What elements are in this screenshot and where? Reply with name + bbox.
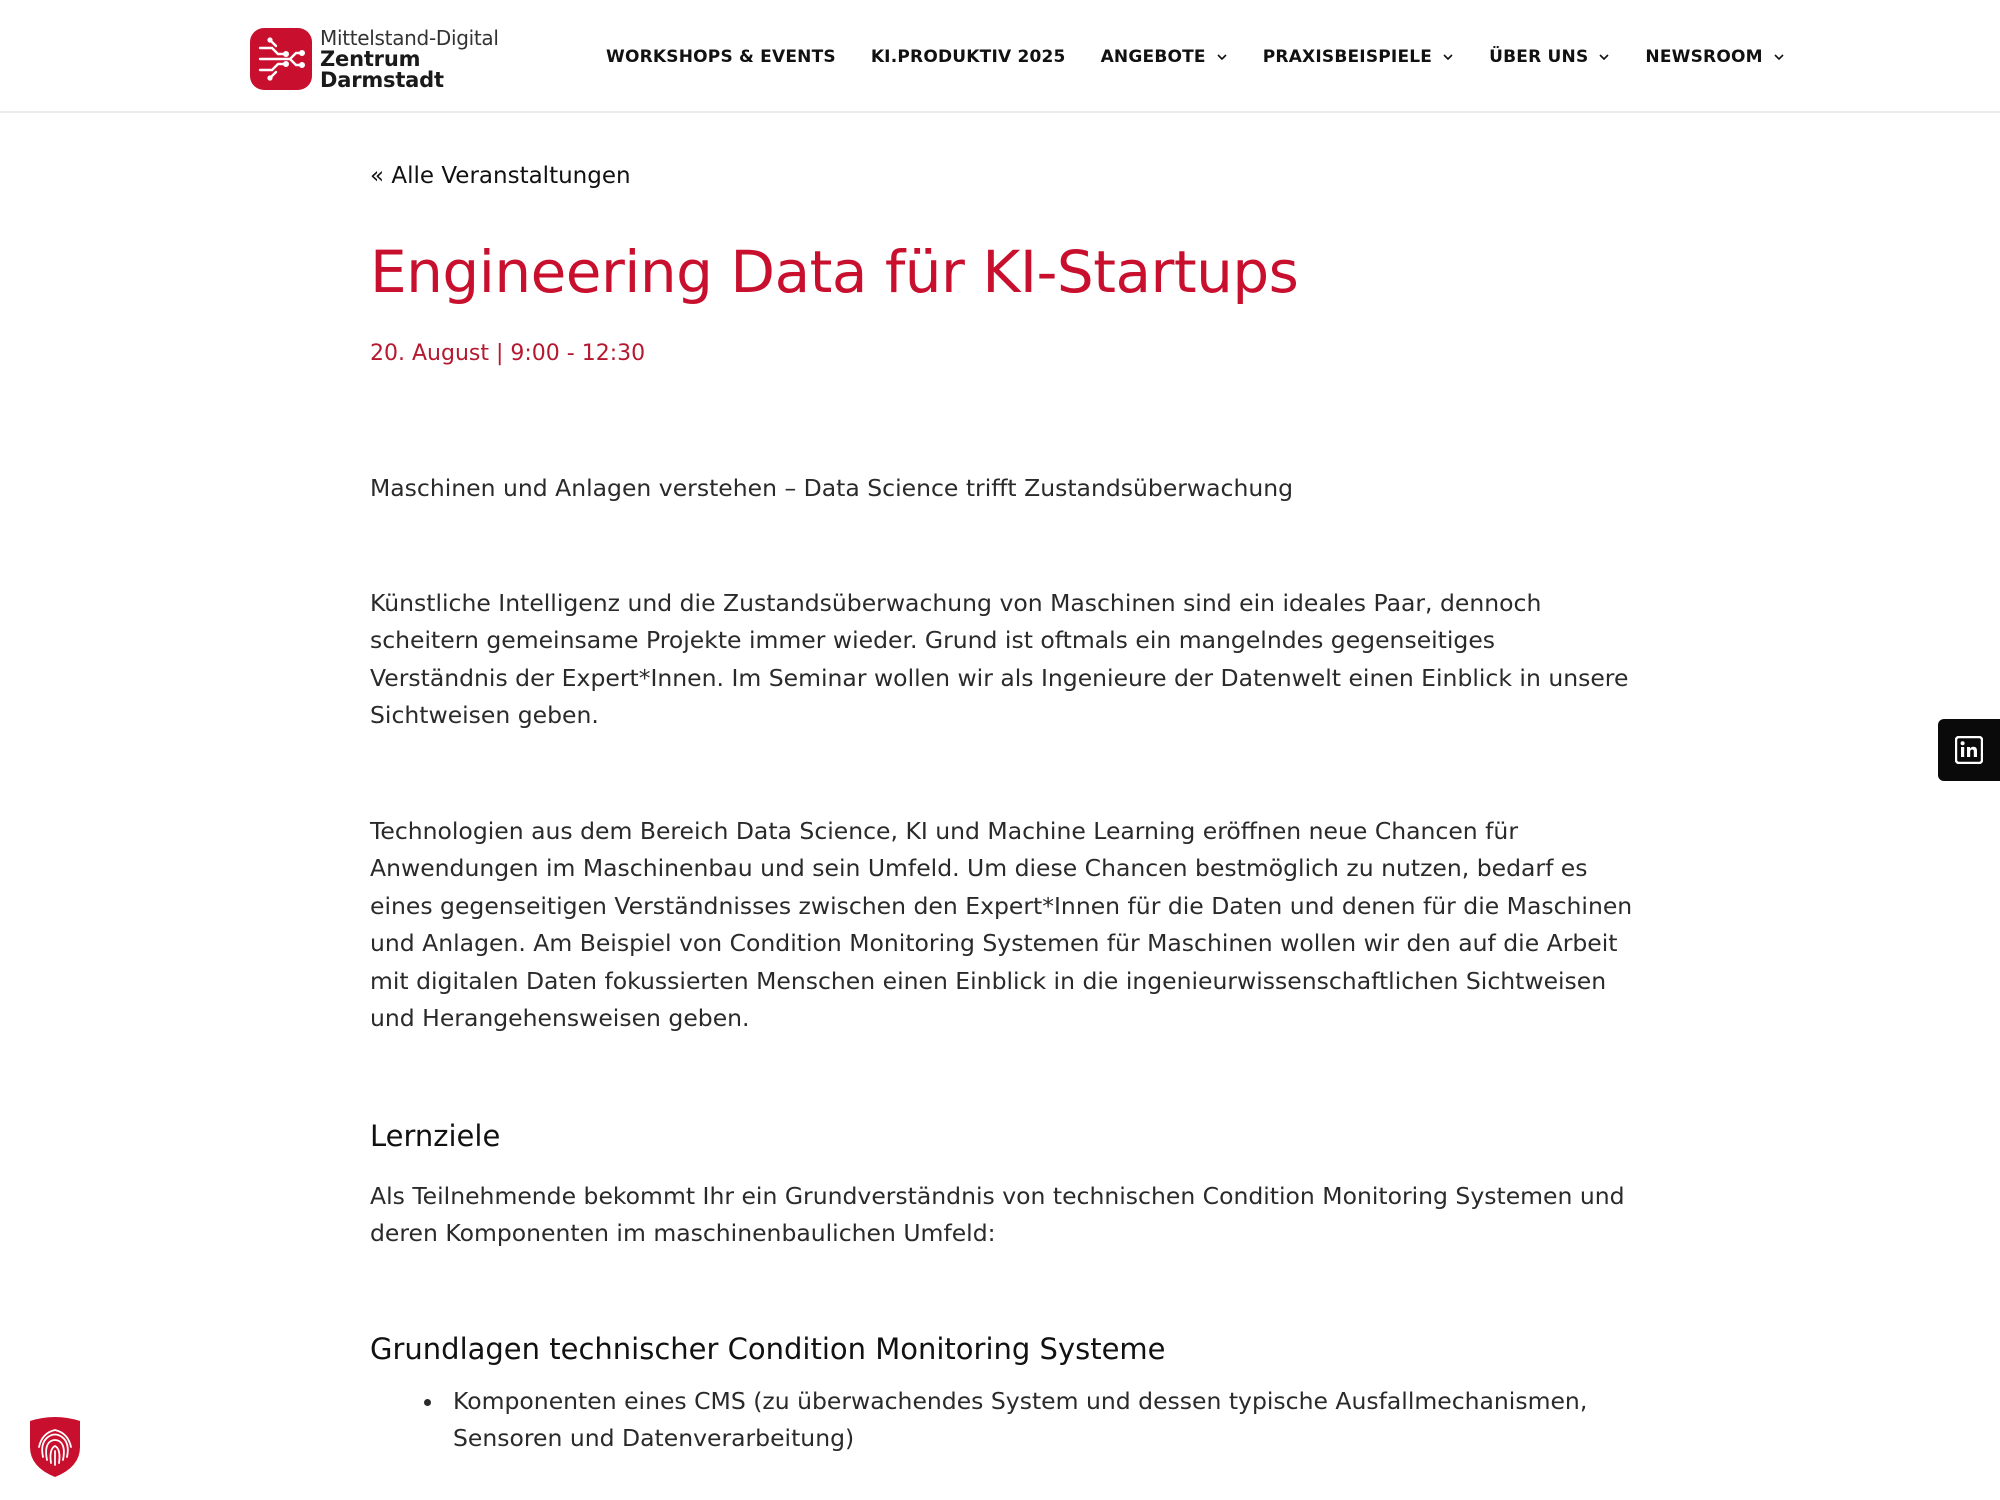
section-heading-lernziele: Lernziele bbox=[370, 1118, 501, 1153]
chevron-down-icon bbox=[1442, 51, 1454, 63]
intro-paragraph: Künstliche Intelligenz und die Zustandsüberwachung von Maschinen sind ein ideales Paar, dennoch scheitern gemeinsame Projekte immer wieder. Grund ist oftmals ein mangelndes gegenseitiges Verständnis der Expert*Innen. Im Seminar wollen wir als Ingenieure der Datenwelt einen Einblick in unsere Sichtweisen geben. bbox=[370, 588, 1629, 729]
nav-item-label: WORKSHOPS & EVENTS bbox=[606, 47, 836, 67]
site-logo[interactable] bbox=[250, 26, 510, 92]
fingerprint-shield-icon bbox=[26, 1413, 84, 1479]
nav-item-newsroom[interactable] bbox=[1645, 47, 1784, 67]
nav-item-angebote[interactable] bbox=[1101, 47, 1228, 67]
event-date: 20. August | 9:00 - 12:30 bbox=[370, 341, 646, 366]
nav-item-praxisbeispiele[interactable] bbox=[1263, 47, 1454, 67]
linkedin-icon bbox=[1955, 736, 1983, 764]
nav-item-ueber-uns[interactable] bbox=[1489, 47, 1610, 67]
site-header bbox=[0, 0, 2000, 113]
nav-item-label: ÜBER UNS bbox=[1489, 47, 1589, 67]
logo-line-2: Zentrum bbox=[320, 46, 421, 71]
nav-item-label: KI.PRODUKTIV 2025 bbox=[870, 47, 1066, 67]
privacy-settings-button[interactable] bbox=[26, 1413, 84, 1479]
chevron-down-icon bbox=[1773, 51, 1785, 63]
page-title: Engineering Data für KI-Startups bbox=[370, 238, 1299, 306]
event-content bbox=[370, 150, 1640, 1458]
nav-item-label: NEWSROOM bbox=[1645, 47, 1763, 67]
back-to-events-link[interactable]: « Alle Veranstaltungen bbox=[370, 163, 631, 189]
logo-line-1: Mittelstand-Digital bbox=[320, 25, 499, 50]
chevron-down-icon bbox=[1216, 51, 1228, 63]
event-subtitle: Maschinen und Anlagen verstehen – Data Science trifft Zustandsüberwachung bbox=[370, 474, 1294, 502]
description-paragraph: Technologien aus dem Bereich Data Science, KI und Machine Learning eröffnen neue Chancen für Anwendungen im Maschinenbau und sein Umfeld. Um diese Chancen bestmöglich zu nutzen, bedarf es eines gegenseitigen Verständnisses zwischen den Expert*Innen für die Daten und denen für die Maschinen und Anlagen. Am Beispiel von Condition Monitoring Systemen für Maschinen wollen wir den auf die Arbeit mit digitalen Daten fokussierten Menschen einen Einblick in die ingenieurwissenschaftlichen Sichtweisen und Herangehensweisen geben. bbox=[370, 816, 1633, 1032]
section-heading-grundlagen: Grundlagen technischer Condition Monitoring Systeme bbox=[370, 1331, 1166, 1366]
logo-line-3: Darmstadt bbox=[320, 67, 444, 92]
nav-item-ki-produktiv[interactable] bbox=[871, 47, 1066, 67]
circuit-logo-icon bbox=[250, 28, 312, 90]
linkedin-share-button[interactable] bbox=[1938, 719, 2000, 781]
nav-item-label: ANGEBOTE bbox=[1100, 47, 1206, 67]
nav-item-workshops-events[interactable] bbox=[606, 47, 836, 67]
grundlagen-list bbox=[370, 1383, 1640, 1458]
main-navigation bbox=[606, 44, 1785, 70]
lernziele-paragraph: Als Teilnehmende bekommt Ihr ein Grundverständnis von technischen Condition Monitoring Systemen und deren Komponenten im maschinenbaulichen Umfeld: bbox=[370, 1181, 1625, 1247]
chevron-down-icon bbox=[1598, 51, 1610, 63]
nav-item-label: PRAXISBEISPIELE bbox=[1262, 47, 1433, 67]
logo-text bbox=[320, 25, 499, 92]
list-item: • Komponenten eines CMS (zu überwachendes System und dessen typische Ausfallmechanismen, Sensoren und Datenverarbeitung) bbox=[445, 1383, 1640, 1458]
